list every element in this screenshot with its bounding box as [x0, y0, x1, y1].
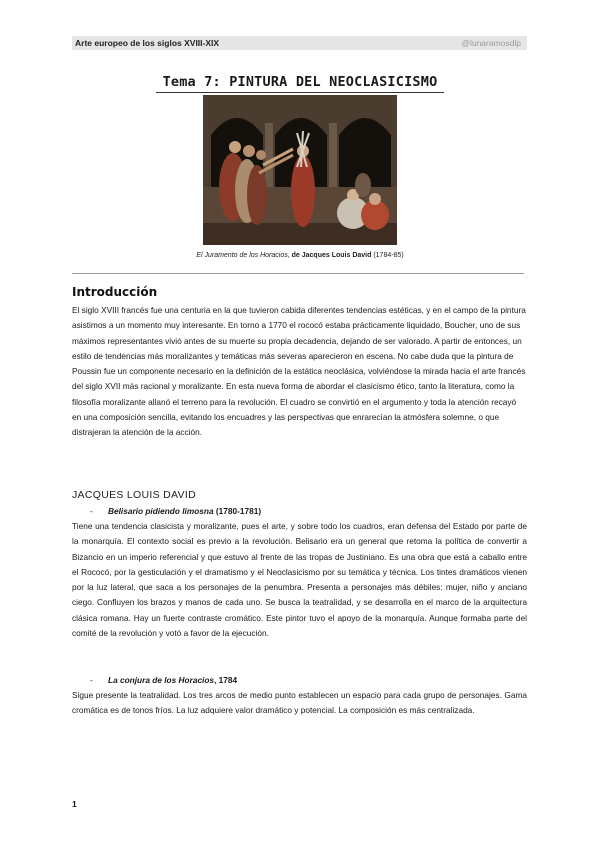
- caption-title: El Juramento de los Horacios,: [196, 252, 290, 259]
- page-header: [72, 36, 527, 50]
- header-course-title: Arte europeo de los siglos XVIII-XIX: [75, 38, 220, 48]
- oath-of-horatii-painting: [203, 95, 397, 245]
- section-divider: [72, 273, 524, 274]
- work-year: (1780-1781): [213, 506, 262, 516]
- title-underline: [156, 92, 444, 93]
- intro-heading: Introducción: [72, 285, 158, 299]
- work-year: , 1784: [214, 675, 238, 685]
- header-author-handle: @lunaramosdlp: [461, 38, 521, 48]
- work-title: La conjura de los Horacios: [108, 675, 215, 685]
- work-heading-belisario: [90, 506, 261, 516]
- intro-paragraph: El siglo XVIII francés fue una centuria en la que tuvieron cabida diferentes tendencias estéticas, y en el campo de la pintura asistimos a un momento muy interesante. En torno a 1770 el rococó estaba prácticamente liquidado, Boucher, uno de sus máximos representantes vivió antes de su muerte su propia decadencia, dejando de ser valorado. A partir de entonces, un estilo de tendencias más moralizantes y temáticas más severas aparecieron en escena. No cabe duda que la pintura de Poussin fue un componente necesario en la definición de la estática neoclásica, volviéndose la mirada hacia el arte francés del siglo XVII más racional y moralizante. En esta nueva forma de abordar el clasicismo ético, tanto la literatura, como la filosofía moralizante allanó el terreno para la revolución. El cuadro se convirtió en el argumento y toda la atención recayó en una composición sencilla, evitando los encuadres y las perspectivas que enrarecían la atmósfera solemne, o que distrajeran la atención de la acción.: [72, 305, 526, 438]
- work-paragraph-belisario: Tiene una tendencia clasicista y moralizante, pues el arte, y sobre todo los cuadros, eran defensa del Estado por parte de la monarquía. El contexto social es previo a la revolución. Belisario era un general que retoma la política de convertir a Bizancio en un imperio referencial y que estuvo al frente de las tropas de Justiniano. Es una obra que está a caballo entre el Rococó, por la gesticulación y el dramatismo y el Neoclasicismo por su temática y técnica. Los tintes dramáticos vienen por la luz lateral, que saca a los personajes de la penumbra. Presenta a personajes más débiles: mujer, niño y anciano ciego. Confluyen los brazos y manos de cada uno. Se busca la teatralidad, y se desarrolla en el marco de la arquitectura clásica romana. Hay un fuerte contraste cromático. Este pintor tuvo el apoyo de la monarquía. Aunque formaba parte del comité de la revolución y votó a favor de la ejecución.: [72, 521, 527, 639]
- artist-heading: JACQUES LOUIS DAVID: [72, 489, 196, 501]
- work-paragraph-horacios: Sigue presente la teatralidad. Los tres arcos de medio punto establecen un espacio para cada grupo de personajes. Gama cromática es de tonos fríos. La luz adquiere valor dramático y potencial. La composición es más centralizada.: [72, 690, 527, 716]
- work-heading-horacios: [90, 675, 237, 685]
- page-number: 1: [72, 799, 77, 809]
- page-title: Tema 7: PINTURA DEL NEOCLASICISMO: [162, 74, 438, 90]
- caption-year: (1784-85): [371, 252, 404, 259]
- caption-artist: de Jacques Louis David: [289, 252, 372, 259]
- bullet-dash: -: [90, 675, 93, 685]
- figure-caption: [0, 252, 600, 259]
- bullet-dash: -: [90, 506, 93, 516]
- work-title: Belisario pidiendo limosna: [108, 506, 214, 516]
